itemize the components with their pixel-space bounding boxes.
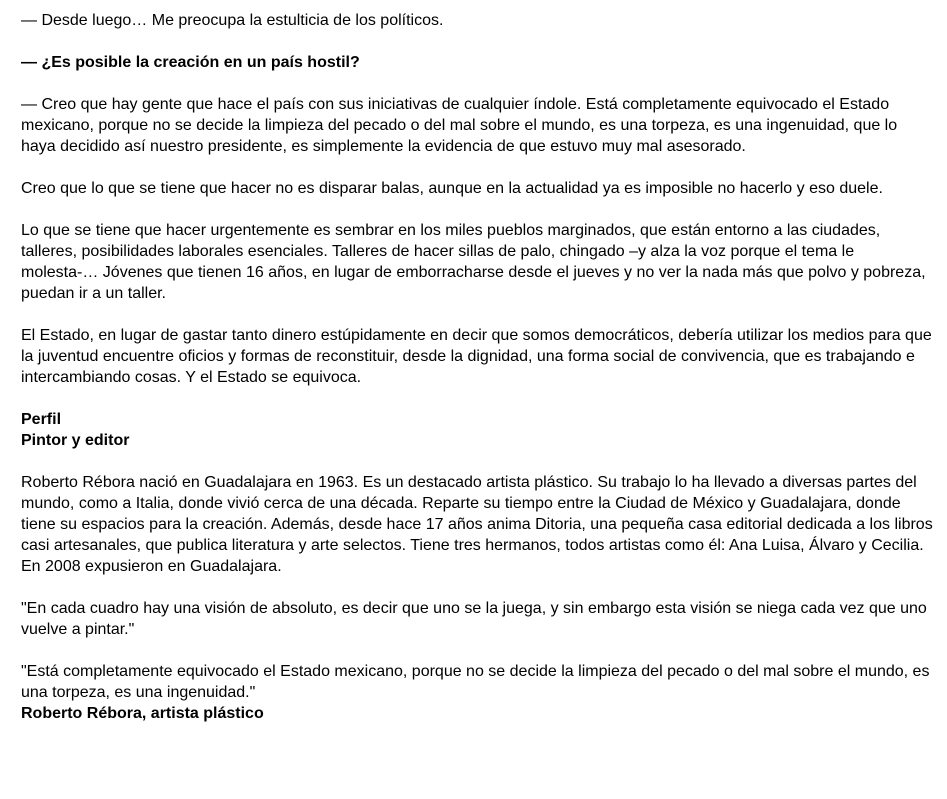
answer-paragraph-4: Lo que se tiene que hacer urgentemente es sembrar en los miles pueblos marginados, que están entorno a las ciudades, talleres, posibilidades laborales esenciales. Talleres de hacer sillas de palo, chingado –y alza la voz porque el tema le molesta-… Jóvenes que tienen 16 años, en lugar de emborracharse desde el jueves y no ver la nada más que polvo y pobreza, puedan ir a un taller. [21, 222, 926, 302]
profile-quote-1: "En cada cuadro hay una visión de absoluto, es decir que uno se la juega, y sin embargo esta visión se niega cada vez que uno vuelve a pintar." [21, 600, 927, 638]
answer-paragraph-2: — Creo que hay gente que hace el país con sus iniciativas de cualquier índole. Está completamente equivocado el Estado mexicano, porque no se decide la limpieza del pecado o del mal sobre el mundo, es una torpeza, es una ingenuidad, que lo haya decidido así nuestro presidente, es simplemente la evidencia de que estuvo muy mal asesorado. [21, 96, 898, 155]
profile-quote-2: "Está completamente equivocado el Estado mexicano, porque no se decide la limpieza del pecado o del mal sobre el mundo, es una torpeza, es una ingenuidad." [21, 663, 930, 701]
interview-question: — ¿Es posible la creación en un país hostil? [21, 54, 360, 71]
answer-paragraph-3: Creo que lo que se tiene que hacer no es disparar balas, aunque en la actualidad ya es imposible no hacerlo y eso duele. [21, 180, 883, 197]
profile-heading: Perfil [21, 411, 62, 428]
answer-paragraph-5: El Estado, en lugar de gastar tanto dinero estúpidamente en decir que somos democráticos, debería utilizar los medios para que la juventud encuentre oficios y formas de reconstituir, desde la dignidad, una forma social de convivencia, que es trabajando e intercambiando cosas. Y el Estado se equivoca. [21, 327, 932, 386]
profile-subheading: Pintor y editor [21, 432, 130, 449]
answer-paragraph-1: — Desde luego… Me preocupa la estulticia de los políticos. [21, 12, 444, 29]
quote-attribution: Roberto Rébora, artista plástico [21, 705, 264, 722]
profile-heading-block [21, 409, 935, 451]
profile-bio: Roberto Rébora nació en Guadalajara en 1963. Es un destacado artista plástico. Su trabajo lo ha llevado a diversas partes del mundo, como a Italia, donde vivió cerca de una década. Reparte su tiempo entre la Ciudad de México y Guadalajara, donde tiene su espacios para la creación. Además, desde hace 17 años anima Ditoria, una pequeña casa editorial dedicada a los libros casi artesanales, que publica literatura y arte selectos. Tiene tres hermanos, todos artistas como él: Ana Luisa, Álvaro y Cecilia. En 2008 expusieron en Guadalajara. [21, 474, 933, 575]
